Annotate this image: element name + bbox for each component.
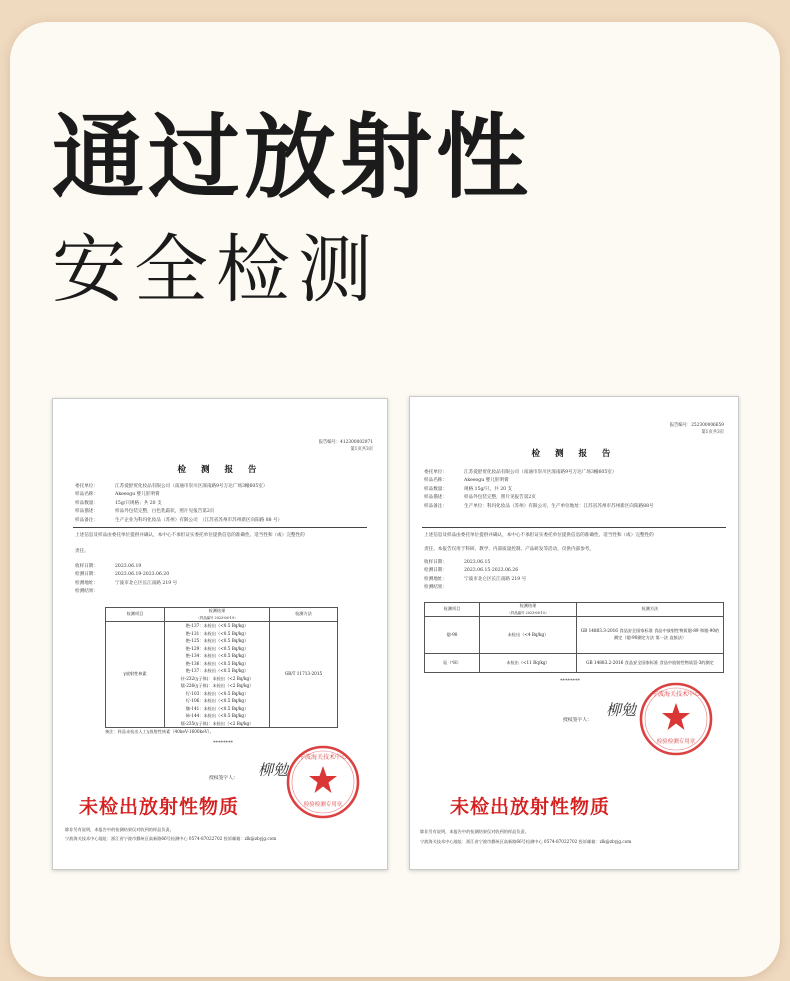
official-stamp — [285, 744, 361, 820]
field-value: 样品外包装完整，照片见报告第2页 — [464, 495, 536, 501]
report-number: 报告编号：252300006659 — [669, 423, 724, 428]
divider — [422, 527, 726, 528]
report-fields — [75, 483, 282, 525]
date-label: 检测地址： — [75, 580, 98, 586]
disclaimer-line2: 责任。 — [75, 549, 89, 554]
col-header-result: 检测结果 （样品编号 2023-06-15） — [480, 603, 577, 617]
test-item: γ放射性核素 — [106, 622, 165, 728]
col-header-method: 检测方法 — [270, 608, 338, 622]
end-marker: ******** — [560, 678, 580, 684]
end-marker: ******** — [213, 740, 233, 746]
table-row — [425, 654, 724, 673]
field-label: 样品描述： — [424, 495, 447, 501]
result-line: 铯-134：未检出（<0.5 Bq/kg） — [185, 653, 249, 658]
date-value: 宁波市北仑区长江南路 219 号 — [115, 580, 178, 586]
result-line: 铯-129：未检出（<0.5 Bq/kg） — [185, 645, 249, 651]
disclaimer-line1: 上述信息及样品由委托单位提供并确认，本中心不承担证实委托单位提供信息的准确性、适当性和（或）完整性的 — [424, 533, 654, 538]
highlight-caption: 未检出放射性物质 — [79, 796, 240, 818]
field-value: 生产企业为科玛化妆品（苏州）有限公司 （江苏省苏州市苏州新区向阳路 88 号） — [115, 517, 283, 523]
result-line: 镭-235(γ子体)：未检出（<2 Bq/kg） — [180, 720, 254, 726]
result-line: 铯-137：未检出（<0.5 Bq/kg） — [185, 668, 249, 673]
test-report-1 — [52, 398, 388, 870]
result-line: 铯-136：未检出（<0.5 Bq/kg） — [185, 660, 249, 666]
col-header-result: 检测结果 （样品编号 2023-06-19） — [165, 608, 270, 622]
date-label: 收样日期： — [75, 564, 98, 569]
date-label: 检测日期： — [424, 568, 447, 574]
signer-label: 授权签字人： — [209, 776, 238, 781]
field-value: 生产单位：科玛化妆品（苏州）有限公司，生产单位地址：江苏省苏州市苏州新区向阳路88号 — [464, 503, 654, 509]
date-value: 2023.06.19-2023.06.20 — [115, 572, 170, 578]
disclaimer-line2: 责任，本报告仅用于科研、教学、内部质量控制、产品研发等活动，仅供内部参考。 — [424, 547, 594, 552]
divider — [73, 527, 367, 528]
field-label: 样品描述： — [75, 509, 98, 515]
date-value: 2023.06.19 — [115, 564, 142, 569]
col-header-item: 检测项目 — [106, 608, 165, 622]
test-report-2 — [409, 396, 739, 870]
report-title: 检 测 报 告 — [177, 465, 263, 475]
col-header-method: 检测方法 — [577, 603, 724, 617]
result-line: 铷-141：未检出（<0.5 Bq/kg） — [185, 705, 249, 711]
result-line: 铯-125：未检出（<0.5 Bq/kg） — [185, 638, 249, 643]
field-label: 样品备注： — [424, 503, 447, 509]
result-line: 铯-137：未检出（<0.5 Bq/kg） — [185, 623, 249, 628]
table-row — [425, 617, 724, 654]
col-header-item: 检测项目 — [425, 603, 480, 617]
date-label: 检测地址： — [424, 576, 447, 582]
test-method: GB 14883.2-2016 食品安全国家标准 食品中放射性物质氢-3的测定 — [577, 654, 724, 673]
result-line: 钌-106：未检出（<0.5 Bq/kg） — [185, 698, 249, 703]
signer-label: 授权签字人： — [563, 718, 592, 723]
field-value: 江苏爱舒贸化妆品有限公司（南通市崇川区深南路9号万达广场3幢605室） — [115, 484, 268, 489]
test-method: GB/T 11713-2015 — [270, 622, 338, 728]
test-method: GB 14883.3-2016 食品安全国家标准 食品中放射性物质锶-89 和锶-90的测定（锶-90测定方法 第一法 直接法） — [577, 617, 724, 654]
col-subheader: （样品编号 2023-06-19） — [196, 615, 238, 620]
field-value: 规格 15g/只，共 20 支 — [464, 486, 513, 492]
report-number: 报告编号：412300002971 — [318, 440, 373, 445]
field-value: 15g/只规格；共 20 支 — [115, 500, 162, 506]
table-note: 备注：样品未检出人工γ放射性核素（40keV-1600keV）。 — [105, 729, 214, 734]
headline-line1: 通过放射性 — [52, 104, 533, 211]
headline-line2: 安全检测 — [52, 227, 380, 313]
official-stamp — [638, 681, 714, 757]
page-number: 第1页共3页 — [701, 430, 724, 435]
signature: 柳勉 — [258, 761, 289, 779]
field-value: 江苏爱舒贸化妆品有限公司（南通市崇川区深南路9号万达广场3幢605室） — [464, 470, 617, 475]
results-table — [105, 607, 338, 728]
col-subheader: （样品编号 2023-06-15） — [507, 610, 549, 615]
field-label: 样品备注： — [75, 517, 98, 523]
svg-text:宁波海关技术中心: 宁波海关技术中心 — [298, 754, 348, 761]
field-value: Akeeogu 婴儿肝明膏 — [464, 478, 509, 484]
test-result: 未检出（<4 Bq/kg） — [480, 617, 577, 654]
results-table — [424, 602, 724, 673]
field-value: 样品外包装完整，白色乳霜状，照片见报告第2页 — [115, 509, 215, 515]
page-number: 第1页共3页 — [350, 447, 373, 452]
report-fields — [424, 469, 728, 511]
result-line: 钌-103：未检出（<0.5 Bq/kg） — [185, 690, 249, 696]
footer-note: 除非另有说明，本报告中的检测结果仅对收到的样品负责。 — [420, 829, 529, 834]
disclaimer-line1: 上述信息及样品由委托单位提供并确认，本中心不承担证实委托单位提供信息的准确性、适当性和（或）完整性的 — [75, 533, 305, 538]
date-label: 检测日期： — [75, 572, 98, 578]
footer-address: 宁波海关技术中心地址：浙江省宁波市鄞州区高新路66号检测中心 0574-87022702 投诉邮箱：zlk@zbyjg.com — [420, 839, 632, 844]
result-line: 铈-144：未检出（<0.5 Bq/kg） — [185, 713, 249, 718]
date-value: 2023.06.15-2023.06.26 — [464, 568, 519, 574]
test-item: 氚（³H） — [425, 654, 480, 673]
date-fields — [424, 559, 526, 593]
date-value: 宁波市北仑区长江南路 219 号 — [464, 576, 527, 582]
footer-address: 宁波海关技术中心地址：浙江省宁波市鄞州区高新路66号检测中心 0574-87022702 投诉邮箱：zlk@zbyjg.com — [65, 836, 277, 841]
signature: 柳勉 — [606, 701, 637, 719]
date-value: 2023.06.15 — [464, 560, 491, 565]
svg-text:检验检测专用章: 检验检测专用章 — [303, 802, 343, 808]
field-label: 样品数量： — [424, 486, 447, 492]
field-label: 委托单位： — [424, 470, 447, 475]
date-label: 收样日期： — [424, 560, 447, 565]
result-line: 钍-232(γ子体)：未检出（<2 Bq/kg） — [180, 675, 254, 681]
field-value: Akeeogu 婴儿肝明膏 — [115, 492, 160, 498]
date-label: 检测结果： — [75, 589, 98, 595]
footer-note: 除非另有说明，本报告中的检测结果仅对收到的样品负责。 — [65, 827, 174, 832]
date-fields — [75, 563, 177, 597]
field-label: 样品数量： — [75, 500, 98, 506]
result-line: 铯-131：未检出（<0.5 Bq/kg） — [185, 630, 249, 636]
field-label: 样品名称： — [424, 478, 447, 484]
test-item: 锶-90 — [425, 617, 480, 654]
svg-text:检验检测专用章: 检验检测专用章 — [656, 739, 696, 745]
highlight-caption: 未检出放射性物质 — [450, 796, 611, 818]
report-title: 检 测 报 告 — [531, 449, 617, 459]
field-label: 委托单位： — [75, 484, 98, 489]
result-list — [165, 622, 270, 728]
date-label: 检测结果： — [424, 585, 447, 591]
svg-text:宁波海关技术中心: 宁波海关技术中心 — [651, 691, 701, 698]
field-label: 样品名称： — [75, 492, 98, 498]
result-line: 镭-226(γ子体)：未检出（<2 Bq/kg） — [180, 683, 254, 688]
test-result: 未检出（<11 Bq/kg） — [480, 654, 577, 673]
